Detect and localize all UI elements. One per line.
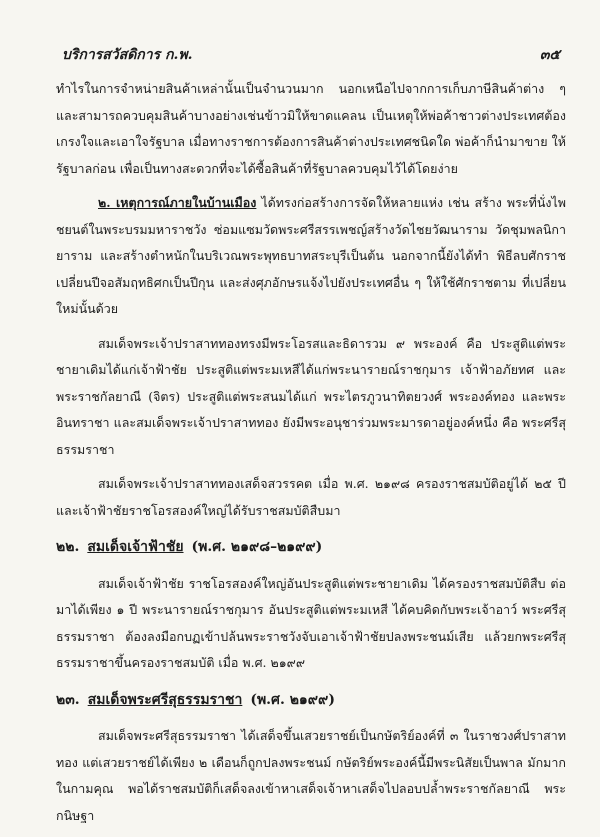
paragraph-text: ได้ทรงก่อสร้างการจัดให้หลายแห่ง เช่น สร้าง พระที่นั่งไพชยนต์ในพระบรมมหาราชวัง ซ่อมแซมวัดพระศรีสรรเพชญ์สร้างวัดไชยวัฒนาราม วัดชุมพลนิกายาราม และสร้างตำหนักในบริเวณพระพุทธบาทสระบุรีเป็นต้น นอกจากนี้ยังได้ทำ พิธีลบศักราชเปลี่ยนปีจอสัมฤทธิศกเป็นปีกุน และส่งศุภอักษรแจ้งไปยังประเทศอื่น ๆ ให้ใช้ศักราชตาม ที่เปลี่ยนใหม่นั้นด้วย xyxy=(56,195,566,316)
section-heading-23 xyxy=(56,687,566,714)
running-title: บริการสวัสดิการ ก.พ. xyxy=(62,47,193,63)
section-number: ๒๒. xyxy=(56,539,80,555)
paragraph-section-23: สมเด็จพระศรีสุธรรมราชา ได้เสด็จขึ้นเสวยราชย์เป็นกษัตริย์องค์ที่ ๓ ในราชวงศ์ปราสาททอง แต่เสวยราชย์ได้เพียง ๒ เดือนก็ถูกปลงพระชนม์ กษัตริย์พระองค์นี้มีพระนิสัยเป็นพาล มักมาก ในกามคุณ พอได้ราชสมบัติก็เสด็จลงเข้าหาเสด็จเจ้าหาเสด็จไปลอบปล้ำพระราชกัลยาณี พระกนิษฐา xyxy=(56,728,566,823)
section-heading-22 xyxy=(56,534,566,561)
page-body xyxy=(56,76,566,837)
section-years: (พ.ศ. ๒๑๙๙) xyxy=(250,691,335,708)
paragraph-internal-affairs xyxy=(56,190,566,323)
paragraph-continuation: ทำไรในการจำหน่ายสินค้าเหล่านั้นเป็นจำนวนมาก นอกเหนือไปจากการเก็บภาษีสินค้าต่าง ๆ และสามารถควบคุมสินค้าบางอย่างเช่นข้าวมิให้ขาดแคลน เป็นเหตุให้พ่อค้าชาวต่างประเทศต้อง เกรงใจและเอาใจรัฐบาล เมื่อทางราชการต้องการสินค้าต่างประเทศชนิดใด พ่อค้าก็นำมาขาย ให้รัฐบาลก่อน เพื่อเป็นทางสะดวกที่จะได้ซื้อสินค้าที่รัฐบาลควบคุมไว้ได้โดยง่าย xyxy=(56,81,566,176)
page-number: ๓๕ xyxy=(539,47,560,63)
paragraph-death-of-king: สมเด็จพระเจ้าปราสาททองเสด็จสวรรคต เมื่อ พ.ศ. ๒๑๙๘ ครองราชสมบัติอยู่ได้ ๒๕ ปี และเจ้าฟ้าชัยราชโอรสองค์ใหญ่ได้รับราชสมบัติสืบมา xyxy=(56,476,566,518)
page-header xyxy=(62,44,560,66)
inline-heading: ๒. เหตุการณ์ภายในบ้านเมือง xyxy=(98,195,257,210)
section-title: สมเด็จพระศรีสุธรรมราชา xyxy=(87,691,243,708)
section-title: สมเด็จเจ้าฟ้าชัย xyxy=(87,539,184,555)
section-years: (พ.ศ. ๒๑๙๘–๒๑๙๙) xyxy=(191,539,323,555)
paragraph-royal-children: สมเด็จพระเจ้าปราสาททองทรงมีพระโอรสและธิดารวม ๙ พระองค์ คือ ประสูติแต่พระ ชายาเดิมได้แก่เจ้าฟ้าชัย ประสูติแต่พระมเหสีได้แก่พระนารายณ์ราชกุมาร เจ้าฟ้าอภัยทศ และ พระราชกัลยาณี (จิตร) ประสูติแต่พระสนมได้แก่ พระไตรภูวนาทิตยวงศ์ พระองค์ทอง และพระอินทราชา และสมเด็จพระเจ้าปราสาททอง ยังมีพระอนุชาร่วมพระมารดาอยู่องค์หนึ่ง คือ พระศรีสุธรรมราชา xyxy=(56,335,566,457)
paragraph-section-22: สมเด็จเจ้าฟ้าชัย ราชโอรสองค์ใหญ่อันประสูติแต่พระชายาเดิม ได้ครองราชสมบัติสืบ ต่อมาได้เพียง ๑ ปี พระนารายณ์ราชกุมาร อันประสูติแต่พระมเหสี ได้คบคิดกับพระเจ้าอาว์ พระศรีสุธรรมราชา ต้องลงมือกบฏเข้าปล้นพระราชวังจับเอาเจ้าฟ้าชัยปลงพระชนม์เสีย แล้วยกพระศรีสุธรรมราชาขึ้นครองราชสมบัติ เมื่อ พ.ศ. ๒๑๙๙ xyxy=(56,575,566,670)
section-number: ๒๓. xyxy=(56,691,80,708)
